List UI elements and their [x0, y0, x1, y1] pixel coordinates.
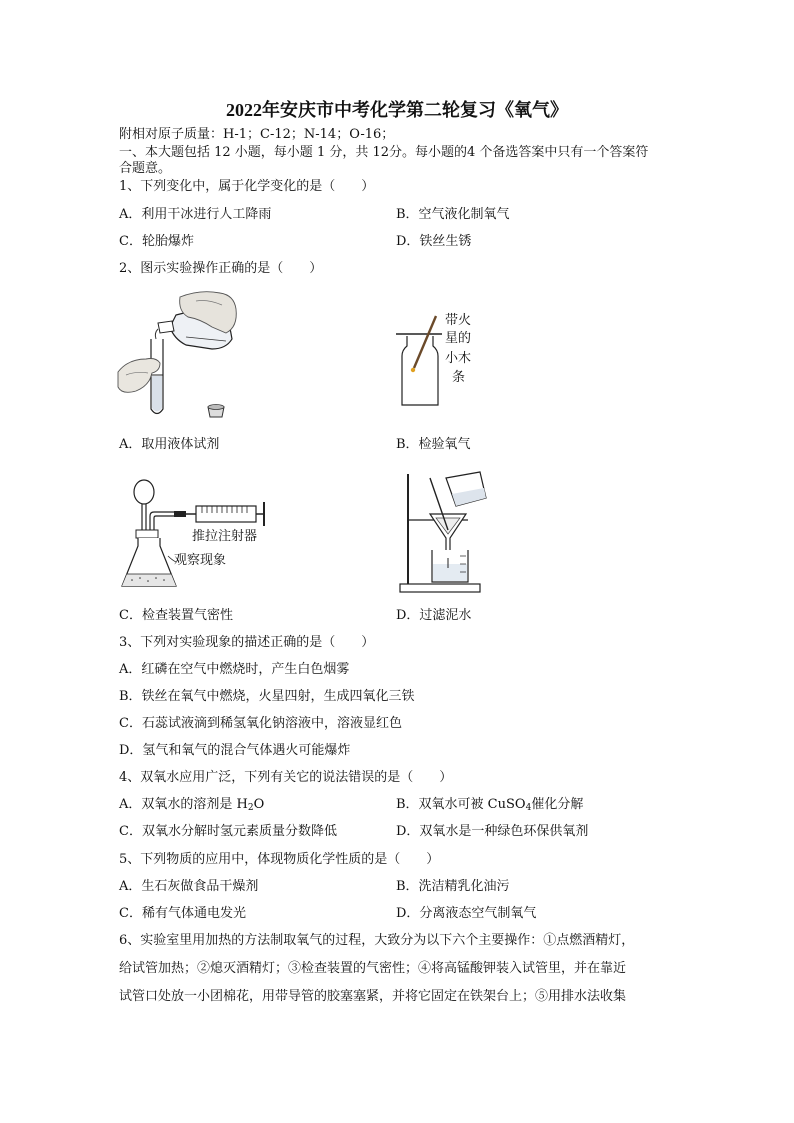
q4-option-d: D．双氧水是一种绿色环保供氧剂: [396, 824, 589, 839]
q2-option-a: A．取用液体试剂: [119, 437, 220, 452]
q1-option-a: A．利用干冰进行人工降雨: [119, 207, 272, 222]
q5-option-b: B．洗洁精乳化油污: [396, 879, 510, 894]
q2-stem: 2、图示实验操作正确的是（ ）: [119, 261, 323, 276]
figure-pour-liquid: [116, 287, 246, 422]
figure-filtration: [396, 468, 496, 596]
q4-option-a: A．双氧水的溶剂是 $H_2O$: [119, 797, 265, 813]
q1-stem: 1、下列变化中，属于化学变化的是（ ）: [119, 179, 375, 194]
q2-option-b: B．检验氧气: [396, 437, 471, 452]
atomic-masses: 附相对原子质量：H-1；C-12；N-14；O-16；: [119, 127, 395, 142]
section-intro-line-2: 合题意。: [119, 161, 172, 176]
q3-option-a: A．红磷在空气中燃烧时，产生白色烟雾: [119, 662, 350, 677]
q1-option-d: D．铁丝生锈: [396, 234, 472, 249]
match-label-line-4: 条: [452, 370, 466, 385]
q6-line-1: 6、实验室里用加热的方法制取氧气的过程，大致分为以下六个主要操作：①点燃酒精灯，: [119, 933, 635, 948]
q2-option-c: C．检查装置气密性: [119, 608, 233, 623]
match-label-line-2: 星的: [445, 331, 472, 346]
q6-line-2: 给试管加热；②熄灭酒精灯；③检查装置的气密性；④将高锰酸钾装入试管里，并在靠近: [119, 961, 627, 976]
q3-stem: 3、下列对实验现象的描述正确的是（ ）: [119, 635, 375, 650]
q6-line-3: 试管口处放一小团棉花，用带导管的胶塞塞紧，并将它固定在铁架台上；⑤用排水法收集: [119, 989, 627, 1004]
q5-option-a: A．生石灰做食品干燥剂: [119, 879, 259, 894]
q1-option-b: B．空气液化制氧气: [396, 207, 510, 222]
q4-option-c: C．双氧水分解时氢元素质量分数降低: [119, 824, 337, 839]
page-title: 2022年安庆市中考化学第二轮复习《氧气》: [226, 100, 568, 120]
syringe-label: 推拉注射器: [192, 529, 258, 544]
section-intro-line-1: 一、本大题包括 12 小题，每小题 1 分，共 12分。每小题的4 个备选答案中只有一个答案符: [119, 145, 649, 160]
figure-test-oxygen: [390, 310, 450, 410]
observe-label: 观察现象: [174, 553, 227, 568]
q3-option-b: B．铁丝在氧气中燃烧，火星四射，生成四氧化三铁: [119, 689, 415, 704]
q2-option-d: D．过滤泥水: [396, 608, 472, 623]
q5-option-c: C．稀有气体通电发光: [119, 906, 246, 921]
q3-option-d: D．氢气和氧气的混合气体遇火可能爆炸: [119, 743, 351, 758]
q4-stem: 4、双氧水应用广泛，下列有关它的说法错误的是（ ）: [119, 770, 453, 785]
match-label-line-1: 带火: [445, 313, 472, 328]
q4-option-b: B．双氧水可被 CuSO$_4$催化分解: [396, 797, 584, 813]
q5-stem: 5、下列物质的应用中，体现物质化学性质的是（ ）: [119, 852, 440, 867]
q5-option-d: D．分离液态空气制氧气: [396, 906, 537, 921]
q3-option-c: C．石蕊试液滴到稀氢氧化钠溶液中，溶液显红色: [119, 716, 402, 731]
match-label-line-3: 小木: [445, 351, 472, 366]
q1-option-c: C．轮胎爆炸: [119, 234, 194, 249]
